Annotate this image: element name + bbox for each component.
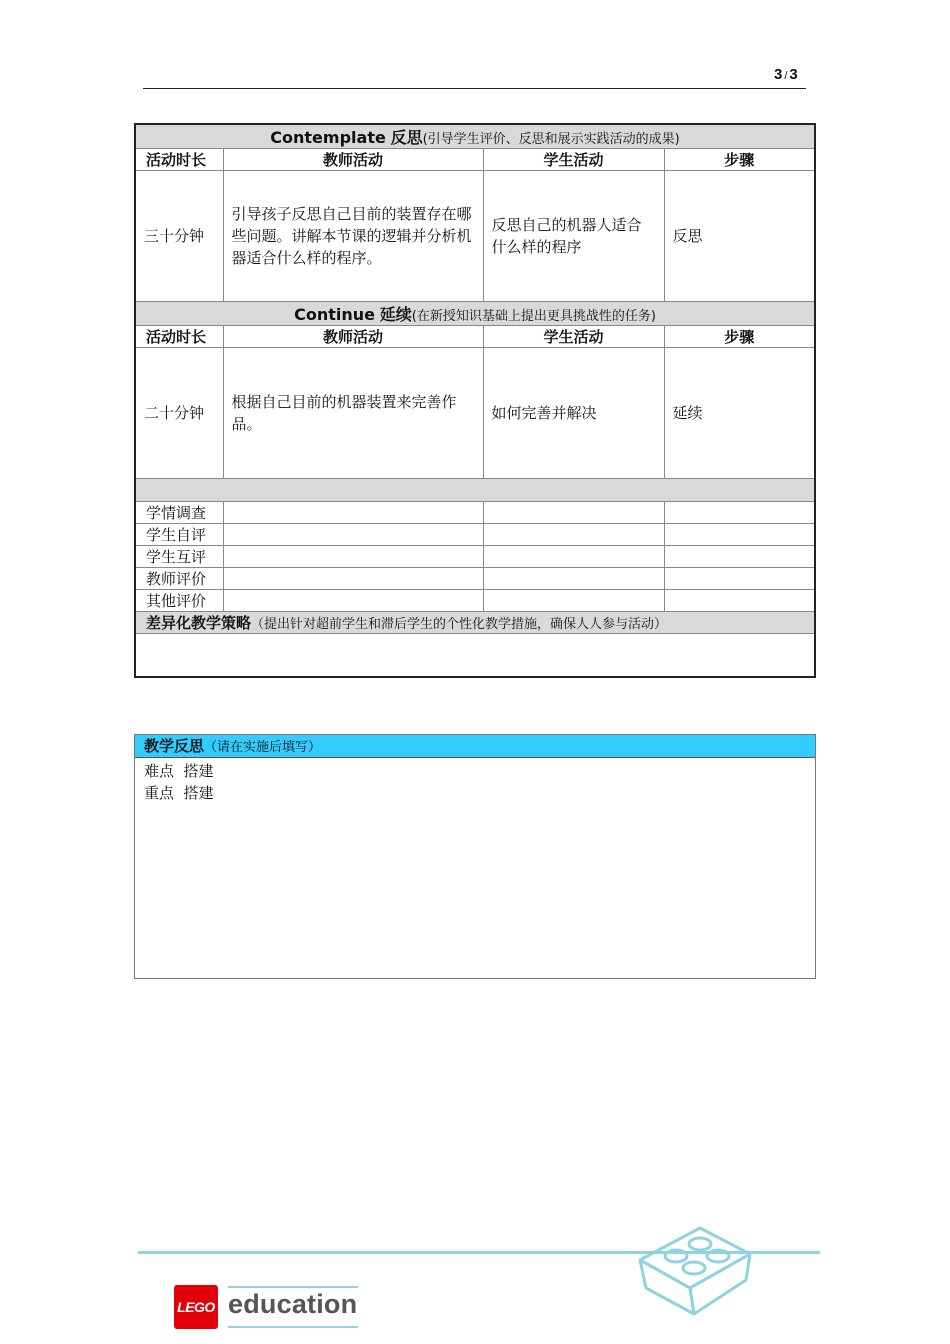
- strategy-title: 差异化教学策略: [146, 614, 252, 632]
- continue-subtitle: (在新授知识基础上提出更具挑战性的任务): [411, 309, 656, 324]
- header-student: 学生活动: [483, 149, 664, 171]
- evaluation-row: [135, 524, 815, 546]
- contemplate-duration: 三十分钟: [135, 171, 223, 302]
- teaching-reflection-box: [134, 734, 816, 979]
- education-rule-bottom: [228, 1326, 358, 1328]
- header-duration: 活动时长: [135, 149, 223, 171]
- evaluation-row: [135, 546, 815, 568]
- evaluation-label: 学生互评: [135, 546, 223, 568]
- evaluation-row: [135, 590, 815, 612]
- header-step: 步骤: [664, 149, 815, 171]
- reflection-subtitle: （请在实施后填写）: [204, 740, 322, 755]
- header-duration: 活动时长: [135, 326, 223, 348]
- header-step: 步骤: [664, 326, 815, 348]
- lego-logo: LEGO: [174, 1285, 218, 1329]
- evaluation-label: 其他评价: [135, 590, 223, 612]
- education-wordmark: education: [228, 1289, 358, 1319]
- contemplate-title-cn: 反思: [390, 128, 423, 147]
- header-student: 学生活动: [483, 326, 664, 348]
- education-rule-top: [228, 1286, 358, 1288]
- continue-teacher-activity: 根据自己目前的机器装置来完善作品。: [223, 348, 483, 479]
- contemplate-column-headers: [135, 149, 815, 171]
- evaluation-label: 学生自评: [135, 524, 223, 546]
- contemplate-step: 反思: [664, 171, 815, 302]
- evaluation-label: 学情调查: [135, 502, 223, 524]
- continue-step: 延续: [664, 348, 815, 479]
- header-teacher: 教师活动: [223, 149, 483, 171]
- contemplate-section-header: [135, 124, 815, 149]
- reflection-body: [135, 758, 815, 806]
- continue-duration: 二十分钟: [135, 348, 223, 479]
- evaluation-row: [135, 502, 815, 524]
- lesson-activity-table: [134, 123, 816, 678]
- continue-row: [135, 348, 815, 479]
- evaluation-separator: [135, 479, 815, 502]
- contemplate-title-en: Contemplate: [270, 128, 386, 147]
- strategy-body: [135, 634, 815, 678]
- evaluation-label: 教师评价: [135, 568, 223, 590]
- contemplate-teacher-activity: 引导孩子反思自己目前的装置存在哪些问题。讲解本节课的逻辑并分析机器适合什么样的程序。: [223, 171, 483, 302]
- evaluation-row: [135, 568, 815, 590]
- contemplate-student-activity: 反思自己的机器人适合什么样的程序: [483, 171, 664, 302]
- reflection-title: 教学反思: [144, 737, 205, 755]
- contemplate-subtitle: (引导学生评价、反思和展示实践活动的成果): [422, 132, 680, 147]
- strategy-header: [135, 612, 815, 634]
- continue-title-en: Continue: [294, 305, 375, 324]
- continue-student-activity: 如何完善并解决: [483, 348, 664, 479]
- lego-brick-icon: [636, 1218, 766, 1318]
- header-rule: [143, 88, 806, 89]
- contemplate-row: [135, 171, 815, 302]
- continue-section-header: [135, 302, 815, 326]
- continue-column-headers: [135, 326, 815, 348]
- strategy-subtitle: （提出针对超前学生和滞后学生的个性化教学措施，确保人人参与活动）: [251, 617, 668, 632]
- reflection-header: [135, 735, 815, 758]
- header-teacher: 教师活动: [223, 326, 483, 348]
- reflection-line: 重点 搭建: [144, 784, 214, 802]
- continue-title-cn: 延续: [379, 305, 412, 324]
- reflection-line: 难点 搭建: [144, 762, 214, 780]
- page-number: 3 / 3: [774, 66, 798, 83]
